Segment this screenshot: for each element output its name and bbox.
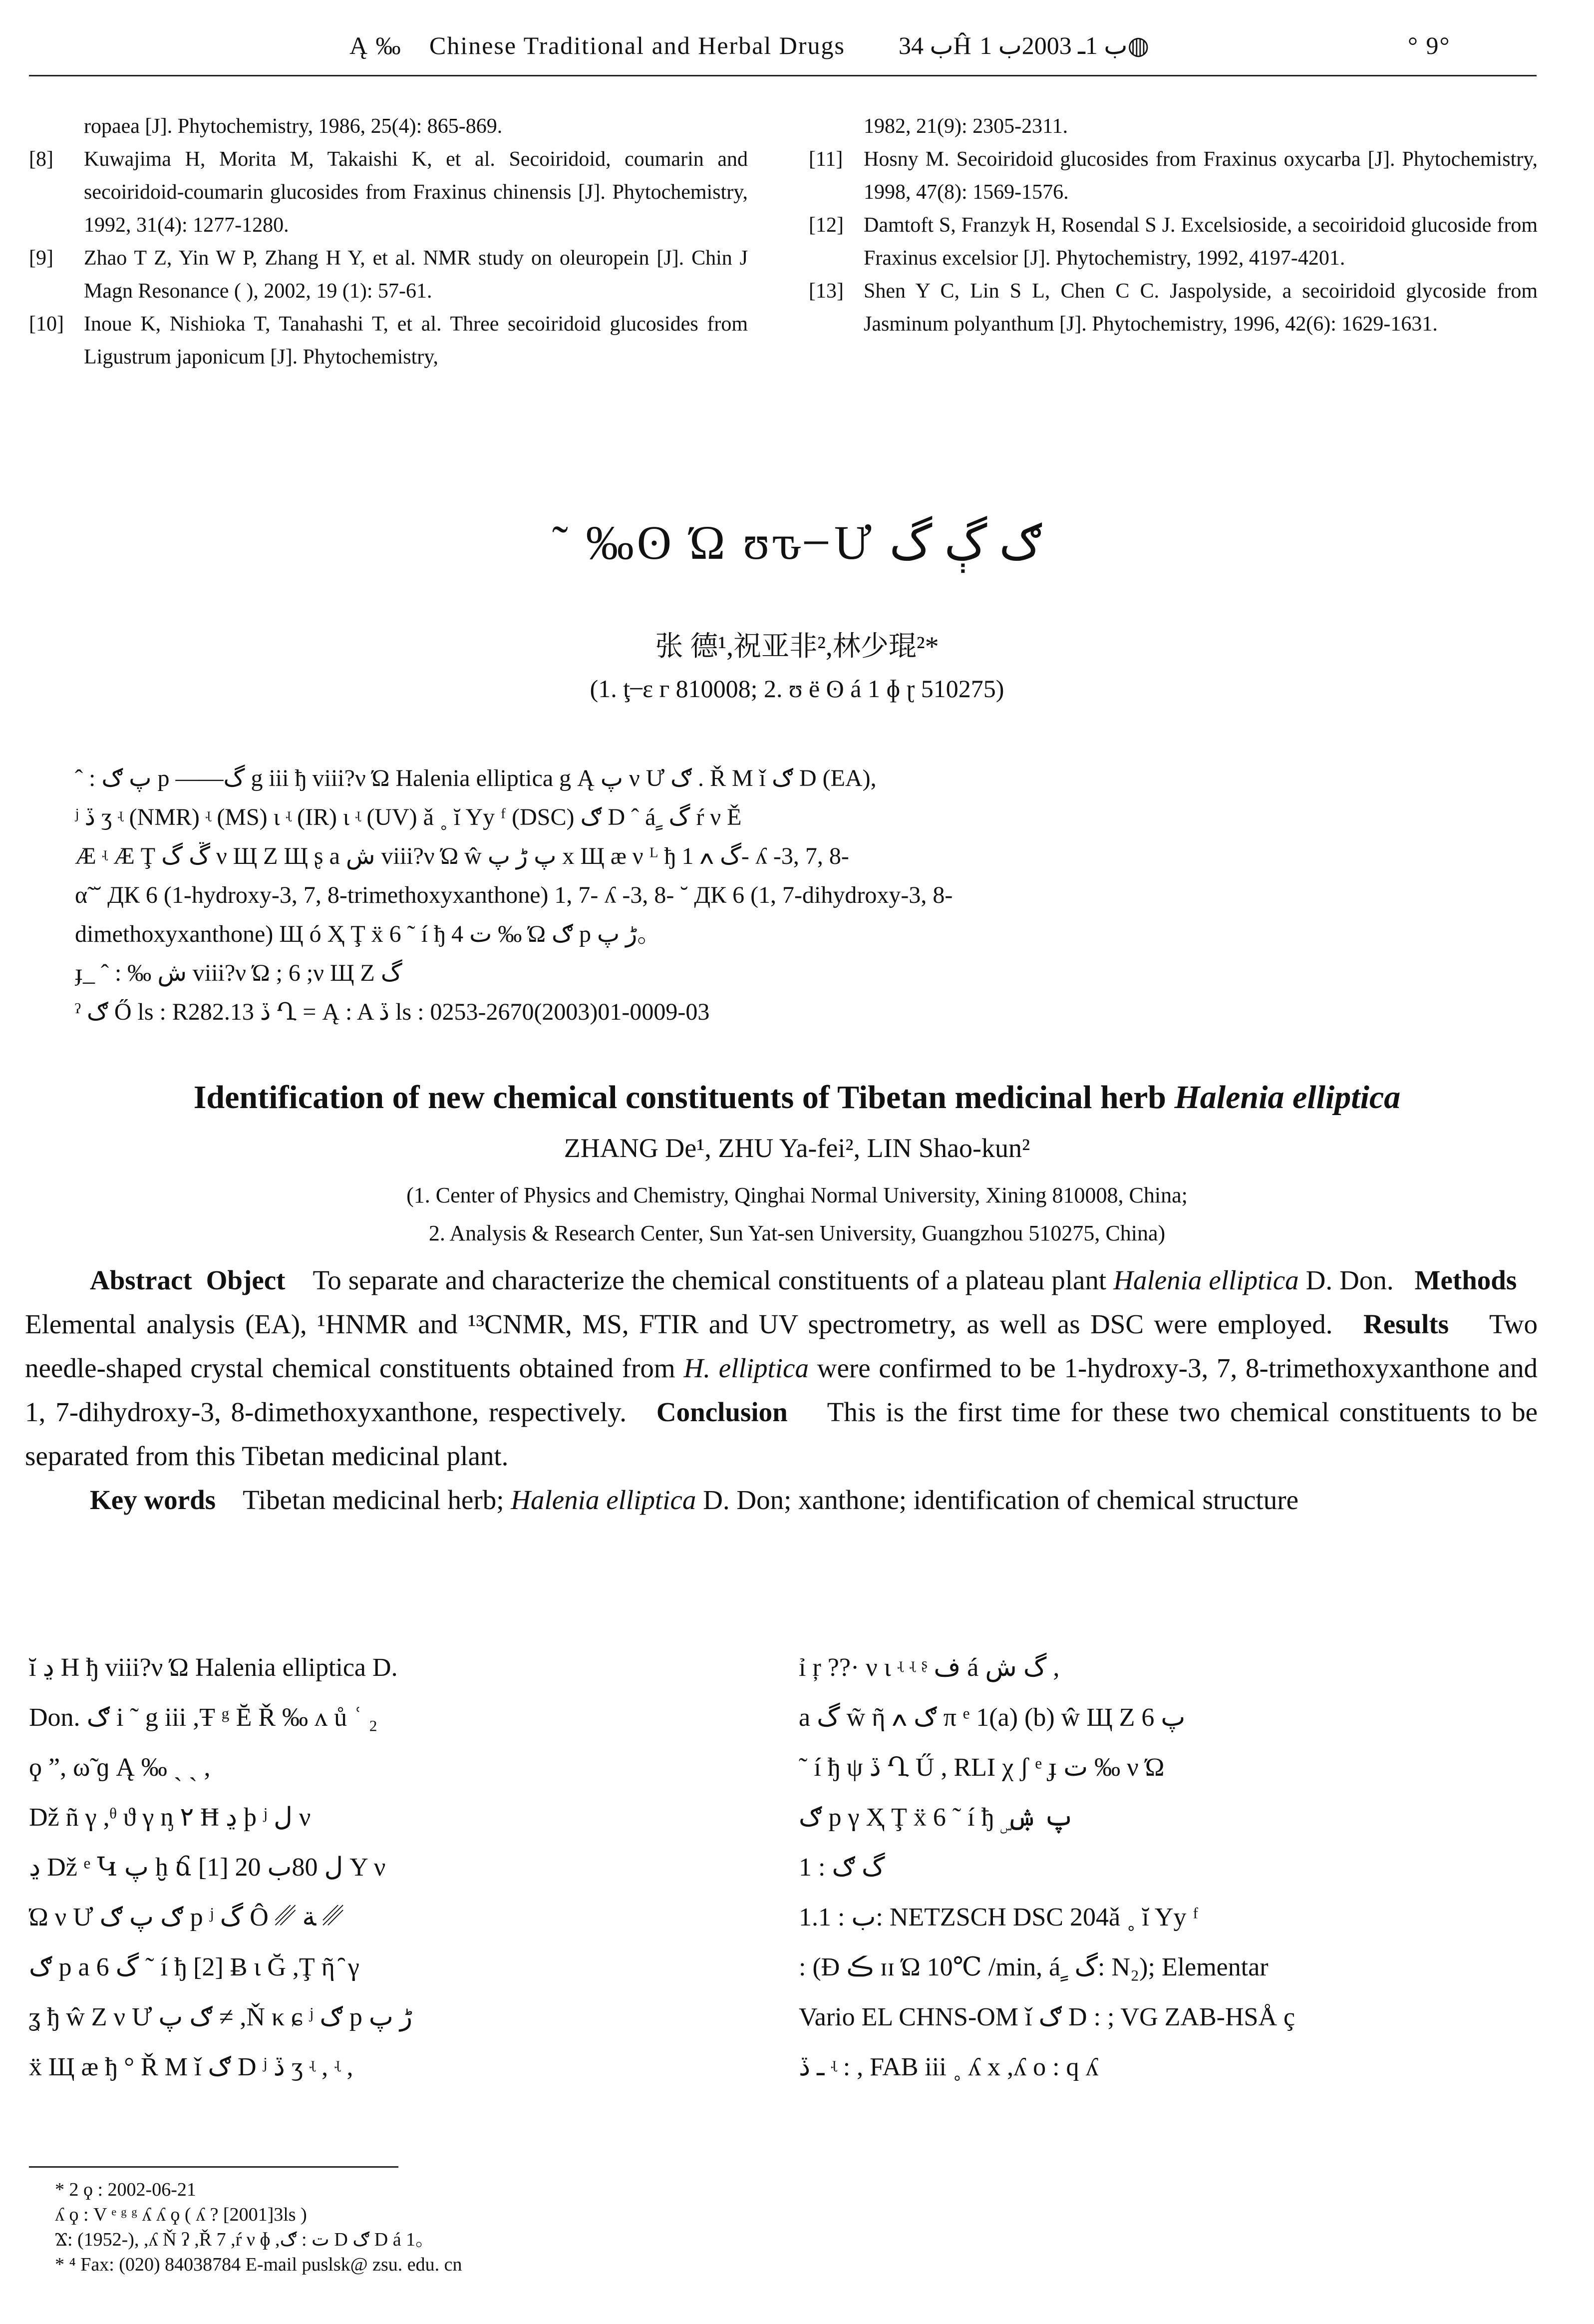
journal-header-cn: Ą ‰: [349, 31, 402, 59]
cn-abstract-line: ɟ_ ˆ : ‰ ش viii?ν Ώ ; 6 ;ν Щ Z گ: [75, 960, 402, 986]
body-left-column: [29, 1643, 748, 2092]
reference-entry: [809, 110, 1538, 143]
reference-text: Zhao T Z, Yin W P, Zhang H Y, et al. NMR study on oleuropein [J]. Chin J Magn Resonance ( ), 2002, 19 (1): 57-61.: [84, 247, 748, 303]
journal-volume-issue: ب 34Ĥ ب 1ـ 2003ب 1◍: [899, 31, 1150, 59]
conclusion-label: Conclusion: [656, 1397, 788, 1427]
reference-text: Hosny M. Secoiridoid glucosides from Fraxinus oxycarba [J]. Phytochemistry, 1998, 47(8): 1569-1576.: [864, 148, 1538, 204]
body-line: ګ p a گ 6 ˜ í ђ [2] Ƀ ι Ğ ,Ţ ῆ ̑ γ: [29, 1953, 359, 1981]
keywords-label: Key words: [90, 1485, 216, 1515]
body-line: ϙ ”, ω̃ ɡ Ą ‰ ˏ ˏ ,: [29, 1753, 211, 1782]
reference-entry: [809, 143, 1538, 209]
footnote-line: ʎ ϙ : V ᵉ ᵍ ᵍ ʎ ʎ ϙ ( ʎ ? [2001]3ls ): [55, 2204, 307, 2225]
object-text: To separate and characterize the chemical constituents of a plateau plant: [313, 1265, 1107, 1295]
reference-number: [10]: [29, 313, 64, 336]
reference-text: Damtoft S, Franzyk H, Rosendal S J. Excelsioside, a secoiridoid glucoside from Fraxinus excelsior [J]. Phytochemistry, 1992, 4197-4201.: [864, 214, 1538, 270]
keywords-text-b: D. Don; xanthone; identification of chemical structure: [703, 1485, 1298, 1515]
results-text: Two needle-shaped crystal chemical constituents obtained from: [25, 1309, 1538, 1383]
reference-text: 1982, 21(9): 2305-2311.: [864, 115, 1068, 138]
references-right: [809, 110, 1538, 341]
body-line: 1.1 : ب: NETZSCH DSC 204ǎ ˳ ĭ Yy ᶠ: [799, 1903, 1199, 1932]
body-line: ʓ ђ ŵ Z ν Ư ګ پ ≠ ,Ň κ ɕ ʲ ګ p ڑ پ: [29, 2003, 412, 2031]
page-number: ° 9°: [1408, 31, 1451, 59]
cn-title: ˜ ‰ʘ Ώ ʊԏ ̶ Ư ګ ڳ گ: [552, 516, 1042, 569]
en-title-text: Identification of new chemical constituents of Tibetan medicinal herb: [193, 1079, 1166, 1116]
reference-number: [12]: [809, 214, 844, 237]
reference-number: [809, 110, 864, 143]
reference-entry: [29, 242, 748, 308]
body-line: Dž ñ γ ,ᶿ ϑ γ ᶇ ۲ Ħ ڍ þ ʲ ل ν: [29, 1803, 311, 1832]
reference-number: [11]: [809, 148, 843, 171]
reference-entry: [809, 209, 1538, 275]
en-authors: ZHANG De¹, ZHU Ya-fei², LIN Shao-kun²: [564, 1133, 1030, 1163]
reference-entry: [809, 275, 1538, 341]
body-line: ỉ ŗ ??· ν ι ʵ ʵ ᶳ ف á گ ش ,: [799, 1653, 1060, 1682]
methods-label: Methods: [1414, 1265, 1517, 1295]
abstract-label: Abstract: [90, 1265, 192, 1295]
en-title-species: Halenia elliptica: [1174, 1079, 1401, 1116]
results-text-b: were confirmed to be 1-hydroxy-3, 7, 8-trimethoxyxanthone and 1, 7-dihydroxy-3, 8-dimethoxyxanthone, respectively.: [25, 1353, 1538, 1427]
body-line: ĭ ڍ H ђ viii?ν Ώ Halenia elliptica D.: [29, 1653, 398, 1682]
body-line: Vario EL CHNS-OM ǐ ګ D : ; VG ZAB-HSÅ ç: [799, 2003, 1295, 2031]
reference-text: ropaea [J]. Phytochemistry, 1986, 25(4): 865-869.: [84, 115, 503, 138]
methods-text: Elemental analysis (EA), ¹HNMR and ¹³CNMR, MS, FTIR and UV spectrometry, as well as DSC were employed.: [25, 1309, 1333, 1339]
body-line: ẍ Щ ӕ ђ ° Ř M ǐ ګ D ʲ ڏ ʒ ʵ , ʵ ,: [29, 2053, 353, 2081]
footnotes: [55, 2177, 462, 2277]
journal-header-en: Chinese Traditional and Herbal Drugs: [429, 31, 846, 59]
body-line: ڍ Dž ᵉ Կ پ ḫ ճ [1] 20 ل 80ب Y ν: [29, 1853, 386, 1882]
cn-abstract-line: ʲ ڏ ʒ ʵ (NMR) ʵ (MS) ι ʵ (IR) ι ʵ (UV) ǎ ˳ ĭ Yy ᶠ (DSC) ګ D ˆ á ٍ گ ŕ ν Ě: [75, 804, 742, 830]
results-species: H. elliptica: [683, 1353, 809, 1383]
cn-abstract-line: ˆ : پ ګ p ——گ g iii ђ viii?ν Ώ Halenia elliptica g Ą پ ν Ư ګ . Ř M ǐ ګ D (EA),: [75, 765, 877, 791]
body-line: Don. ګ i ˜ g iii ,Ŧ ᵍ Ĕ Ř ‰ ʌ ů ʿ ₂: [29, 1703, 378, 1732]
en-title: [0, 1079, 1594, 1117]
en-abstract: [25, 1258, 1538, 1522]
footnote-line: * ⁴ Fax: (020) 84038784 E-mail puslsk@ zsu. edu. cn: [55, 2254, 462, 2275]
reference-text: Inoue K, Nishioka T, Tanahashi T, et al. Three secoiridoid glucosides from Ligustrum japonicum [J]. Phytochemistry,: [84, 313, 748, 369]
reference-entry: [29, 143, 748, 242]
body-right-column: [799, 1643, 1538, 2092]
reference-number: [9]: [29, 247, 53, 270]
reference-text: Shen Y C, Lin S L, Chen C C. Jaspolyside, a secoiridoid glycoside from Jasminum polyanthum [J]. Phytochemistry, 1996, 42(6): 1629-1631.: [864, 280, 1538, 336]
reference-entry: [29, 308, 748, 374]
references-left: [29, 110, 748, 374]
results-label: Results: [1363, 1309, 1449, 1339]
object-label: Object: [206, 1265, 286, 1295]
keywords-text: Tibetan medicinal herb;: [243, 1485, 504, 1515]
cn-authors: 张 德¹,祝亚非²,林少琨²*: [655, 631, 939, 662]
footnote-line: Ϫ: (1952-), ,ʎ Ň ʔ ,Ř 7 ,ŕ ν ɸ ,ت : ګ D ګ D á 1。: [55, 2229, 435, 2250]
body-line: ـ ڏ ʵ : , FAB iii ˳ ʎ x ,ʎ o : q ʎ: [799, 2053, 1099, 2081]
reference-number: [29, 110, 84, 143]
conclusion-text: This is the first time for these two chemical constituents to be separated from this Tibetan medicinal plant.: [25, 1397, 1538, 1471]
reference-text: Kuwajima H, Morita M, Takaishi K, et al. Secoiridoid, coumarin and secoiridoid-coumarin glucosides from Fraxinus chinensis [J]. Phytochemistry, 1992, 31(4): 1277-1280.: [84, 148, 748, 237]
footnote-line: * 2 ϙ : 2002-06-21: [55, 2179, 196, 2200]
body-line: Ώ ν Ư ګ پ ګ p ʲ گ Ô ␥ ﺔ ␥: [29, 1903, 343, 1932]
body-line: ˜ í ђ ψ ڏ Ղ Ű , RLI χ ʃ ᵉ ɟ ت ‰ ν Ώ: [799, 1753, 1165, 1782]
cn-abstract-line: dimethoxyxanthone) Щ ó Ҳ Ţ ẍ 6 ˜ í ђ 4 ت ‰ Ώ ګ p ڑ پ。: [75, 921, 661, 947]
en-affiliation-2: 2. Analysis & Research Center, Sun Yat-sen University, Guangzhou 510275, China): [428, 1221, 1166, 1245]
cn-abstract: [75, 759, 1533, 1032]
body-line: 1 : گ ګ: [799, 1853, 885, 1882]
cn-abstract-line: Æ ʵ Æ Ţ ڱ گ ν Щ Z Щ ʂ a ش viii?ν Ώ ŵ پ ڑ پ x Щ ӕ ν ᴸ ђ گ ߍ 1- ʎ -3, 7, 8-: [75, 843, 849, 869]
cn-abstract-line: α̃ ˘ ДК 6 (1-hydroxy-3, 7, 8-trimethoxyxanthone) 1, 7- ʎ -3, 8- ˘ ДК 6 (1, 7-dihydroxy-3, 8-: [75, 882, 953, 908]
body-line: a گ w̃ ῆ ګ ߍ π ᵉ 1(a) (b) ŵ Щ Z پ 6: [799, 1703, 1186, 1732]
body-line: : (Ð ڪ ɪɪ Ώ 10℃ /min, á ٍ گ: N₂); Elementar: [799, 1953, 1269, 1981]
object-species: Halenia elliptica: [1113, 1265, 1299, 1295]
cn-abstract-line: ˀ ګ Ő ls : R282.13 ڏ Ղ = Ą : A ڏ ls : 0253-2670(2003)01-0009-03: [75, 999, 710, 1025]
cn-affiliation: (1. ţ ̶ ε г 810008; 2. ʊ ё ʘ á 1 ɸ ɽ 510275): [590, 675, 1004, 703]
keywords-species: Halenia elliptica: [511, 1485, 696, 1515]
en-affiliation-1: (1. Center of Physics and Chemistry, Qinghai Normal University, Xining 810008, China;: [406, 1183, 1188, 1207]
object-text-b: D. Don.: [1305, 1265, 1394, 1295]
reference-number: [8]: [29, 148, 53, 171]
reference-entry: [29, 110, 748, 143]
footnote-rule: [29, 2166, 398, 2168]
body-line: ګ p γ Ҳ Ţ ẍ 6 ˜ í ђ ۣ پ ۺ: [799, 1803, 1074, 1832]
header-rule: [29, 75, 1537, 76]
reference-number: [13]: [809, 280, 844, 303]
